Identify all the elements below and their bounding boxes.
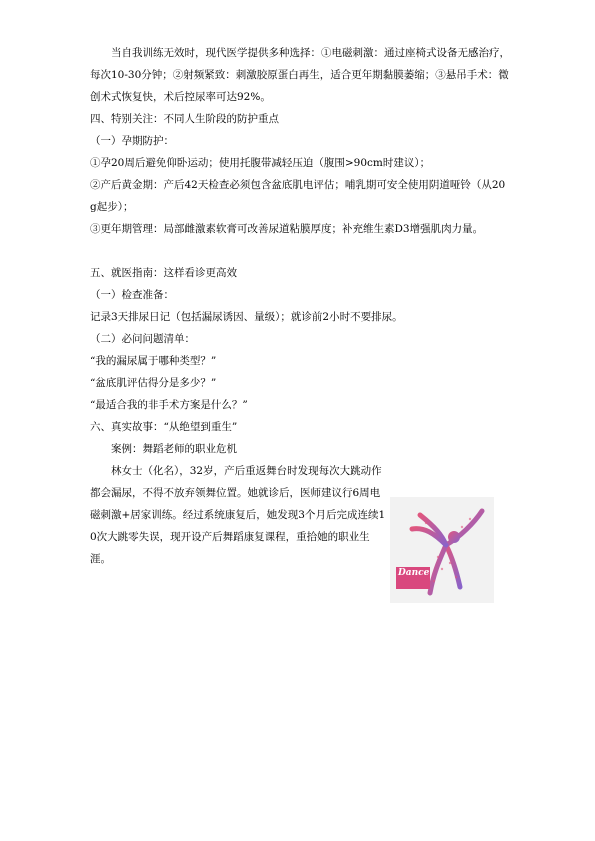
section-heading-6: 六、真实故事：“从绝望到重生” bbox=[90, 421, 238, 433]
section-heading-5: 五、就医指南：这样看诊更高效 bbox=[90, 267, 237, 279]
list-item-postpartum: ②产后黄金期：产后42天检查必须包含盆底肌电评估；哺乳期可安全使用阴道哑铃（从20g起步）； bbox=[90, 179, 506, 213]
dancer-illustration bbox=[390, 497, 494, 603]
subheading-questions: （二）必问问题清单： bbox=[90, 333, 195, 345]
question-1: “我的漏尿属于哪种类型？” bbox=[90, 355, 217, 367]
section-heading-4: 四、特别关注：不同人生阶段的防护重点 bbox=[90, 113, 279, 125]
dance-banner bbox=[396, 567, 430, 589]
subheading-pregnancy: （一）孕期防护： bbox=[90, 135, 174, 147]
question-3: “最适合我的非手术方案是什么？” bbox=[90, 399, 248, 411]
subheading-preparation: （一）检查准备： bbox=[90, 289, 174, 301]
paragraph-treatment-options: 当自我训练无效时，现代医学提供多种选择：①电磁刺激：通过座椅式设备无感治疗，每次10-30分钟；②射频紧致：刺激胶原蛋白再生，适合更年期黏膜萎缩；③悬吊手术：微创术式恢复快，术后控尿率可达92%。 bbox=[90, 47, 510, 103]
case-title: 案例：舞蹈老师的职业危机 bbox=[111, 443, 237, 455]
list-item-pregnancy: ①孕20周后避免仰卧运动；使用托腹带减轻压迫（腹围>90cm时建议）； bbox=[90, 157, 431, 169]
question-2: “盆底肌评估得分是多少？” bbox=[90, 377, 217, 389]
case-story: 林女士（化名），32岁，产后重返舞台时发现每次大跳动作都会漏尿，不得不放弃领舞位置。她就诊后，医师建议行6周电磁刺激+居家训练。经过系统康复后，她发现3个月后完成连续10次大跳零失误，现开设产后舞蹈康复课程，重拾她的职业生涯。 bbox=[90, 465, 386, 565]
list-item-menopause: ③更年期管理：局部雌激素软膏可改善尿道粘膜厚度；补充维生素D3增强肌肉力量。 bbox=[90, 223, 484, 235]
dance-label: Dance bbox=[398, 568, 430, 578]
text-preparation: 记录3天排尿日记（包括漏尿诱因、量级）；就诊前2小时不要排尿。 bbox=[90, 311, 403, 323]
